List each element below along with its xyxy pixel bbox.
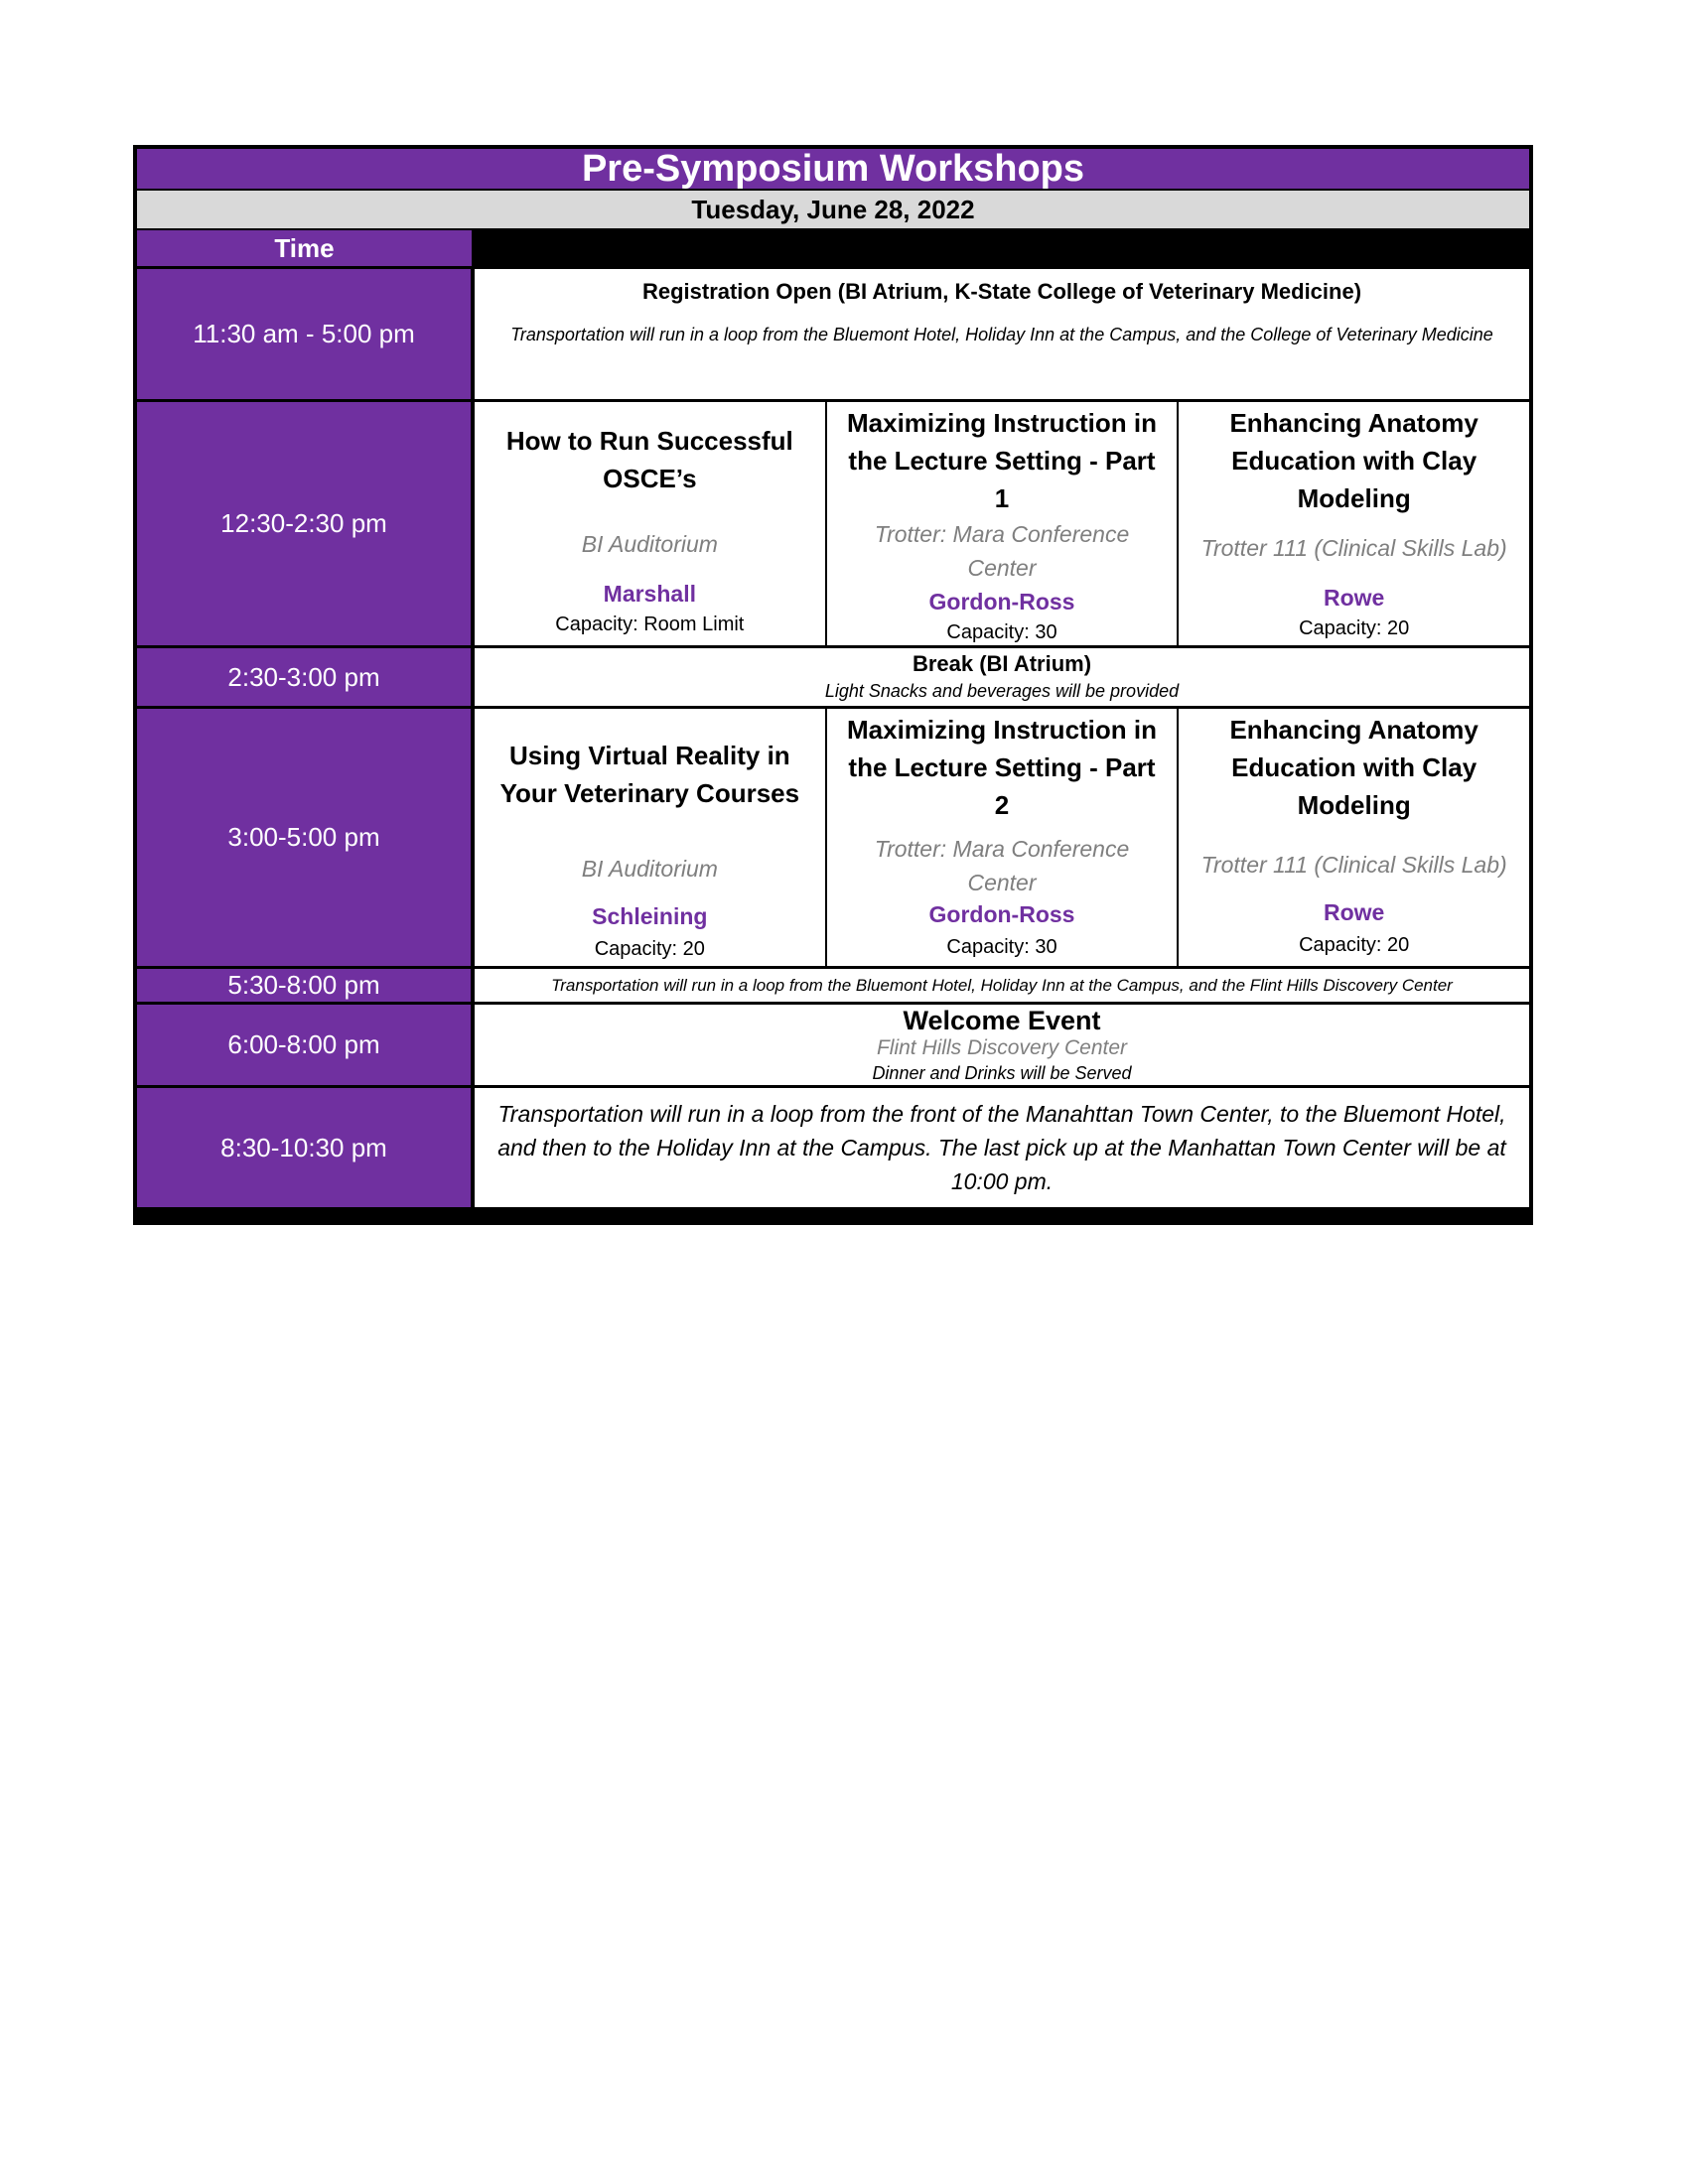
- break-note: Light Snacks and beverages will be provided: [824, 681, 1180, 701]
- workshop-title: Using Virtual Reality in Your Veterinary Courses: [499, 741, 800, 808]
- workshop-capacity: Capacity: Room Limit: [555, 614, 745, 635]
- time-cell-session2: 3:00-5:00 pm: [137, 706, 475, 966]
- workshop-facilitator: Rowe: [1323, 899, 1385, 925]
- workshop-room: BI Auditorium: [581, 531, 718, 557]
- session1-workshops: [475, 399, 1529, 645]
- workshop-room: Trotter 111 (Clinical Skills Lab): [1200, 852, 1507, 878]
- registration-heading: Registration Open (BI Atrium, K-State College of Veterinary Medicine): [641, 279, 1362, 304]
- workshop-facilitator: Schleining: [592, 903, 708, 929]
- workshop-title: Enhancing Anatomy Education with Clay Modeling: [1229, 408, 1478, 513]
- time-cell-welcome: 6:00-8:00 pm: [137, 1002, 475, 1085]
- workshop-title: Maximizing Instruction in the Lecture Setting - Part 2: [846, 715, 1157, 820]
- workshop-room: Trotter 111 (Clinical Skills Lab): [1200, 535, 1507, 561]
- time-column-header: Time: [137, 228, 475, 266]
- workshop-facilitator: Marshall: [603, 581, 696, 607]
- break-cell: [475, 645, 1529, 706]
- time-cell-session1: 12:30-2:30 pm: [137, 399, 475, 645]
- schedule-date: Tuesday, June 28, 2022: [137, 191, 1529, 228]
- welcome-location: Flint Hills Discovery Center: [876, 1035, 1128, 1059]
- workshop-card: [827, 402, 1178, 646]
- workshop-capacity: Capacity: 20: [1299, 934, 1410, 956]
- workshop-room: BI Auditorium: [581, 856, 718, 882]
- evening-transport-note: Transportation will run in a loop from the Bluemont Hotel, Holiday Inn at the Campus, and the Flint Hills Discovery Center: [551, 975, 1453, 995]
- workshop-capacity: Capacity: 20: [594, 938, 705, 960]
- welcome-heading: Welcome Event: [903, 1005, 1101, 1035]
- schedule-table: [133, 145, 1533, 1225]
- workshop-capacity: Capacity: 20: [1299, 617, 1410, 639]
- workshop-title: How to Run Successful OSCE’s: [505, 426, 793, 493]
- break-heading: Break (BI Atrium): [912, 651, 1092, 676]
- workshop-room: Trotter: Mara Conference Center: [874, 836, 1130, 895]
- welcome-note: Dinner and Drinks will be Served: [872, 1062, 1132, 1083]
- schedule-title: Pre-Symposium Workshops: [137, 149, 1529, 191]
- workshop-card: [475, 402, 825, 646]
- time-cell-night-transport: 8:30-10:30 pm: [137, 1085, 475, 1207]
- workshop-card: [1179, 709, 1529, 966]
- night-transport-note: Transportation will run in a loop from the front of the Manahttan Town Center, to the Bluemont Hotel, and then to the Holiday Inn at the Campus. The last pick up at the Manhattan Town Center will be at 10:00 pm.: [497, 1101, 1506, 1194]
- workshop-card: [1179, 402, 1529, 646]
- workshop-room: Trotter: Mara Conference Center: [874, 521, 1130, 581]
- registration-cell: [475, 266, 1529, 399]
- session2-workshops: [475, 706, 1529, 966]
- workshop-facilitator: Rowe: [1323, 585, 1385, 611]
- workshop-capacity: Capacity: 30: [946, 936, 1057, 958]
- welcome-cell: [475, 1002, 1529, 1085]
- time-cell-evening-transport: 5:30-8:00 pm: [137, 966, 475, 1002]
- workshop-title: Maximizing Instruction in the Lecture Setting - Part 1: [846, 408, 1157, 513]
- night-transport-cell: [475, 1085, 1529, 1207]
- header-filler: [475, 228, 1529, 266]
- registration-note: Transportation will run in a loop from the Bluemont Hotel, Holiday Inn at the Campus, and the College of Veterinary Medicine: [510, 325, 1493, 344]
- evening-transport-cell: [475, 966, 1529, 1002]
- workshop-card: [475, 709, 825, 966]
- workshop-facilitator: Gordon-Ross: [928, 589, 1075, 614]
- workshop-capacity: Capacity: 30: [946, 621, 1057, 643]
- workshop-card: [827, 709, 1178, 966]
- time-cell-break: 2:30-3:00 pm: [137, 645, 475, 706]
- workshop-facilitator: Gordon-Ross: [928, 901, 1075, 927]
- time-cell-registration: 11:30 am - 5:00 pm: [137, 266, 475, 399]
- workshop-title: Enhancing Anatomy Education with Clay Modeling: [1229, 715, 1478, 820]
